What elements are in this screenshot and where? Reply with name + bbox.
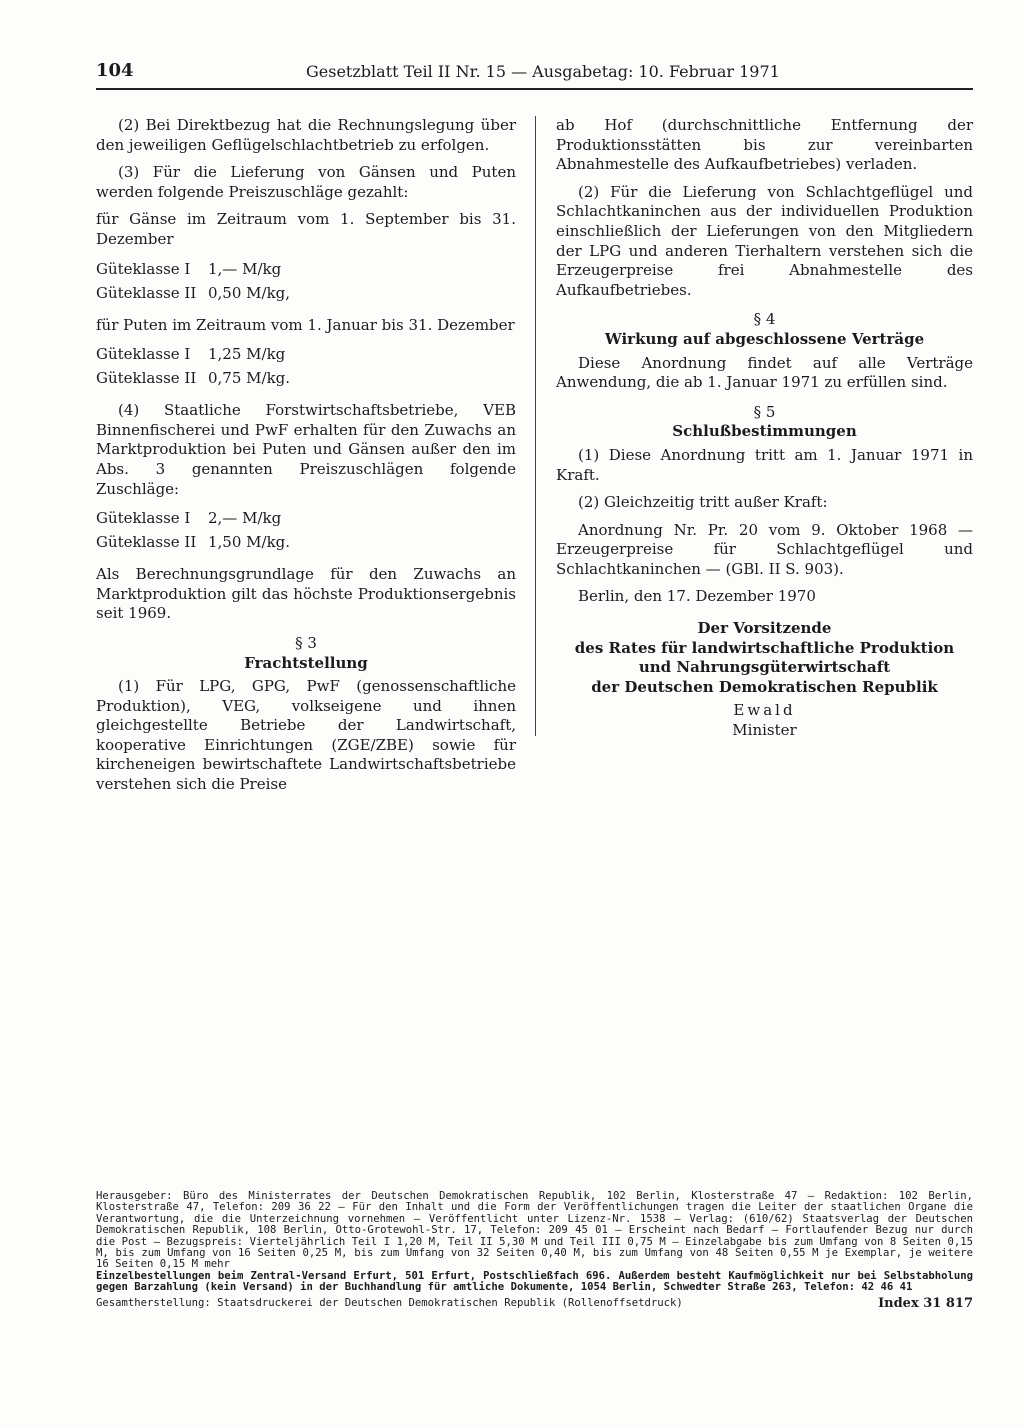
rate-class: Güteklasse I xyxy=(96,259,191,278)
paragraph-section-5-reference: Anordnung Nr. Pr. 20 vom 9. Oktober 1968 — Erzeugerpreise für Schlachtgeflügel und Schlachtkaninchen — (GBl. II S. 903). xyxy=(556,520,973,578)
section-4-number: § 4 xyxy=(753,310,776,329)
rate-value: 1,— M/kg xyxy=(208,259,282,278)
paragraph-berechnung: Als Berechnungsgrundlage für den Zuwachs an Marktproduktion gilt das höchste Produktionsergebnis seit 1969. xyxy=(96,565,516,623)
right-column xyxy=(556,116,973,741)
section-5-number: § 5 xyxy=(753,402,776,421)
imprint-printer: Gesamtherstellung: Staatsdruckerei der Deutschen Demokratischen Republik (Rollenoffsetdruck) xyxy=(96,1296,683,1309)
rate-class: Güteklasse I xyxy=(96,345,191,364)
rate-value: 0,75 M/kg. xyxy=(208,369,291,388)
rate-class: Güteklasse I xyxy=(96,509,191,528)
signatory-title: Minister xyxy=(732,721,797,740)
rate-row xyxy=(96,367,516,391)
column-divider xyxy=(535,116,536,736)
paragraph-section-3: (1) Für LPG, GPG, PwF (genossenschaftliche Produktion), VEG, volkseigene und ihnen gleichgestellte Betriebe der Landwirtschaft, kooperative Einrichtungen (ZGE/ZBE) sowie für kircheneigen bewirtschaftete Landwirtschaftsbetriebe verstehen sich die Preise xyxy=(96,677,516,794)
rate-row xyxy=(96,343,516,367)
section-3-number: § 3 xyxy=(295,633,317,652)
imprint-footer xyxy=(96,1295,973,1311)
paragraph-section-4: Diese Anordnung findet auf alle Verträge Anwendung, die ab 1. Januar 1971 zu erfüllen sind. xyxy=(556,353,973,392)
page-header xyxy=(96,58,973,90)
page-title: Gesetzblatt Teil II Nr. 15 — Ausgabetag: 10. Februar 1971 xyxy=(306,62,780,81)
paragraph-staatliche: (4) Staatliche Forstwirtschaftsbetriebe, VEB Binnenfischerei und PwF erhalten für den Zuwachs an Marktproduktion bei Puten und Gänsen außer den im Abs. 3 genannten Preiszuschlägen folgende Zuschläge: xyxy=(96,401,516,498)
paragraph-gaense-puten: (3) Für die Lieferung von Gänsen und Puten werden folgende Preiszuschläge gezahlt: xyxy=(96,163,516,201)
imprint xyxy=(96,1191,973,1309)
paragraph-section-5-2: (2) Gleichzeitig tritt außer Kraft: xyxy=(578,493,828,512)
signature-line: Der Vorsitzende xyxy=(697,619,832,638)
paragraph-section-5-1: (1) Diese Anordnung tritt am 1. Januar 1971 in Kraft. xyxy=(556,445,973,484)
gaense-intro: für Gänse im Zeitraum vom 1. September bis 31. Dezember xyxy=(96,210,516,248)
rate-value: 0,50 M/kg, xyxy=(208,283,291,302)
signature-line: des Rates für landwirtschaftliche Produktion xyxy=(574,638,955,657)
paragraph-schlachtgefluegel: (2) Für die Lieferung von Schlachtgeflügel und Schlachtkaninchen aus der individuellen Produktion einschließlich der Lieferungen von den Mitgliedern der LPG und anderen Tierhaltern verstehen sich die Erzeugerpreise frei Abnahmestelle des Aufkaufbetriebes. xyxy=(556,182,973,299)
zuschlag-rates xyxy=(96,507,516,555)
signature-block xyxy=(556,619,973,741)
gaense-rates xyxy=(96,258,516,306)
imprint-orders: Einzelbestellungen beim Zentral-Versand Erfurt, 501 Erfurt, Postschließfach 696. Außerdem besteht Kaufmöglichkeit nur bei Selbstabholung gegen Barzahlung (kein Versand) in der Buchhandlung für amtliche Dokumente, 1054 Berlin, Schwedter Straße 263, Telefon: 42 46 41 xyxy=(96,1269,973,1294)
rate-class: Güteklasse II xyxy=(96,369,197,388)
paragraph-continuation: ab Hof (durchschnittliche Entfernung der Produktionsstätten bis zur vereinbarten Abnahmestelle des Aufkaufbetriebes) verladen. xyxy=(556,116,973,174)
rate-value: 1,25 M/kg xyxy=(208,345,286,364)
signatory-name: Ewald xyxy=(733,701,796,720)
signature-line: der Deutschen Demokratischen Republik xyxy=(591,677,938,696)
rate-class: Güteklasse II xyxy=(96,533,197,552)
rate-row xyxy=(96,531,516,555)
puten-rates xyxy=(96,343,516,391)
rate-value: 1,50 M/kg. xyxy=(208,533,291,552)
signature-line: und Nahrungsgüterwirtschaft xyxy=(638,658,891,677)
left-column xyxy=(96,116,516,803)
page-number: 104 xyxy=(96,60,134,81)
imprint-publisher: Herausgeber: Büro des Ministerrates der Deutschen Demokratischen Republik, 102 Berlin, Klosterstraße 47 — Redaktion: 102 Berlin, Klosterstraße 47, Telefon: 209 36 22 — Für den Inhalt und die Form der Veröffentlichungen tragen die Leiter der staatlichen Organe die Verantwortung, die die Unterzeichnung vornehmen — Veröffentlicht unter Lizenz-Nr. 1538 — Verlag: (610/62) Staatsverlag der Deutschen Demokratischen Republik, 108 Berlin, Otto-Grotewohl-Str. 17, Telefon: 209 45 01 — Erscheint nach Bedarf — Fortlaufender Bezug nur durch die Post — Bezugspreis: Vierteljährlich Teil I 1,20 M, Teil II 5,30 M und Teil III 0,75 M — Einzelabgabe bis zum Umfang von 8 Seiten 0,15 M, bis zum Umfang von 16 Seiten 0,25 M, bis zum Umfang von 32 Seiten 0,40 M, bis zum Umfang von 48 Seiten 0,55 M je Exemplar, je weitere 16 Seiten 0,15 M mehr xyxy=(96,1190,973,1271)
paragraph-direktbezug: (2) Bei Direktbezug hat die Rechnungslegung über den jeweiligen Geflügelschlachtbetrieb zu erfolgen. xyxy=(96,116,516,154)
rate-row xyxy=(96,282,516,306)
section-3-title: Frachtstellung xyxy=(244,653,368,672)
section-5-title: Schlußbestimmungen xyxy=(672,422,857,441)
index-number: Index 31 817 xyxy=(878,1295,973,1311)
rate-value: 2,— M/kg xyxy=(208,509,282,528)
puten-intro: für Puten im Zeitraum vom 1. Januar bis 31. Dezember xyxy=(96,315,515,334)
section-4-title: Wirkung auf abgeschlossene Verträge xyxy=(604,329,925,348)
place-date: Berlin, den 17. Dezember 1970 xyxy=(578,587,816,606)
rate-row xyxy=(96,507,516,531)
rate-row xyxy=(96,258,516,282)
rate-class: Güteklasse II xyxy=(96,283,197,302)
